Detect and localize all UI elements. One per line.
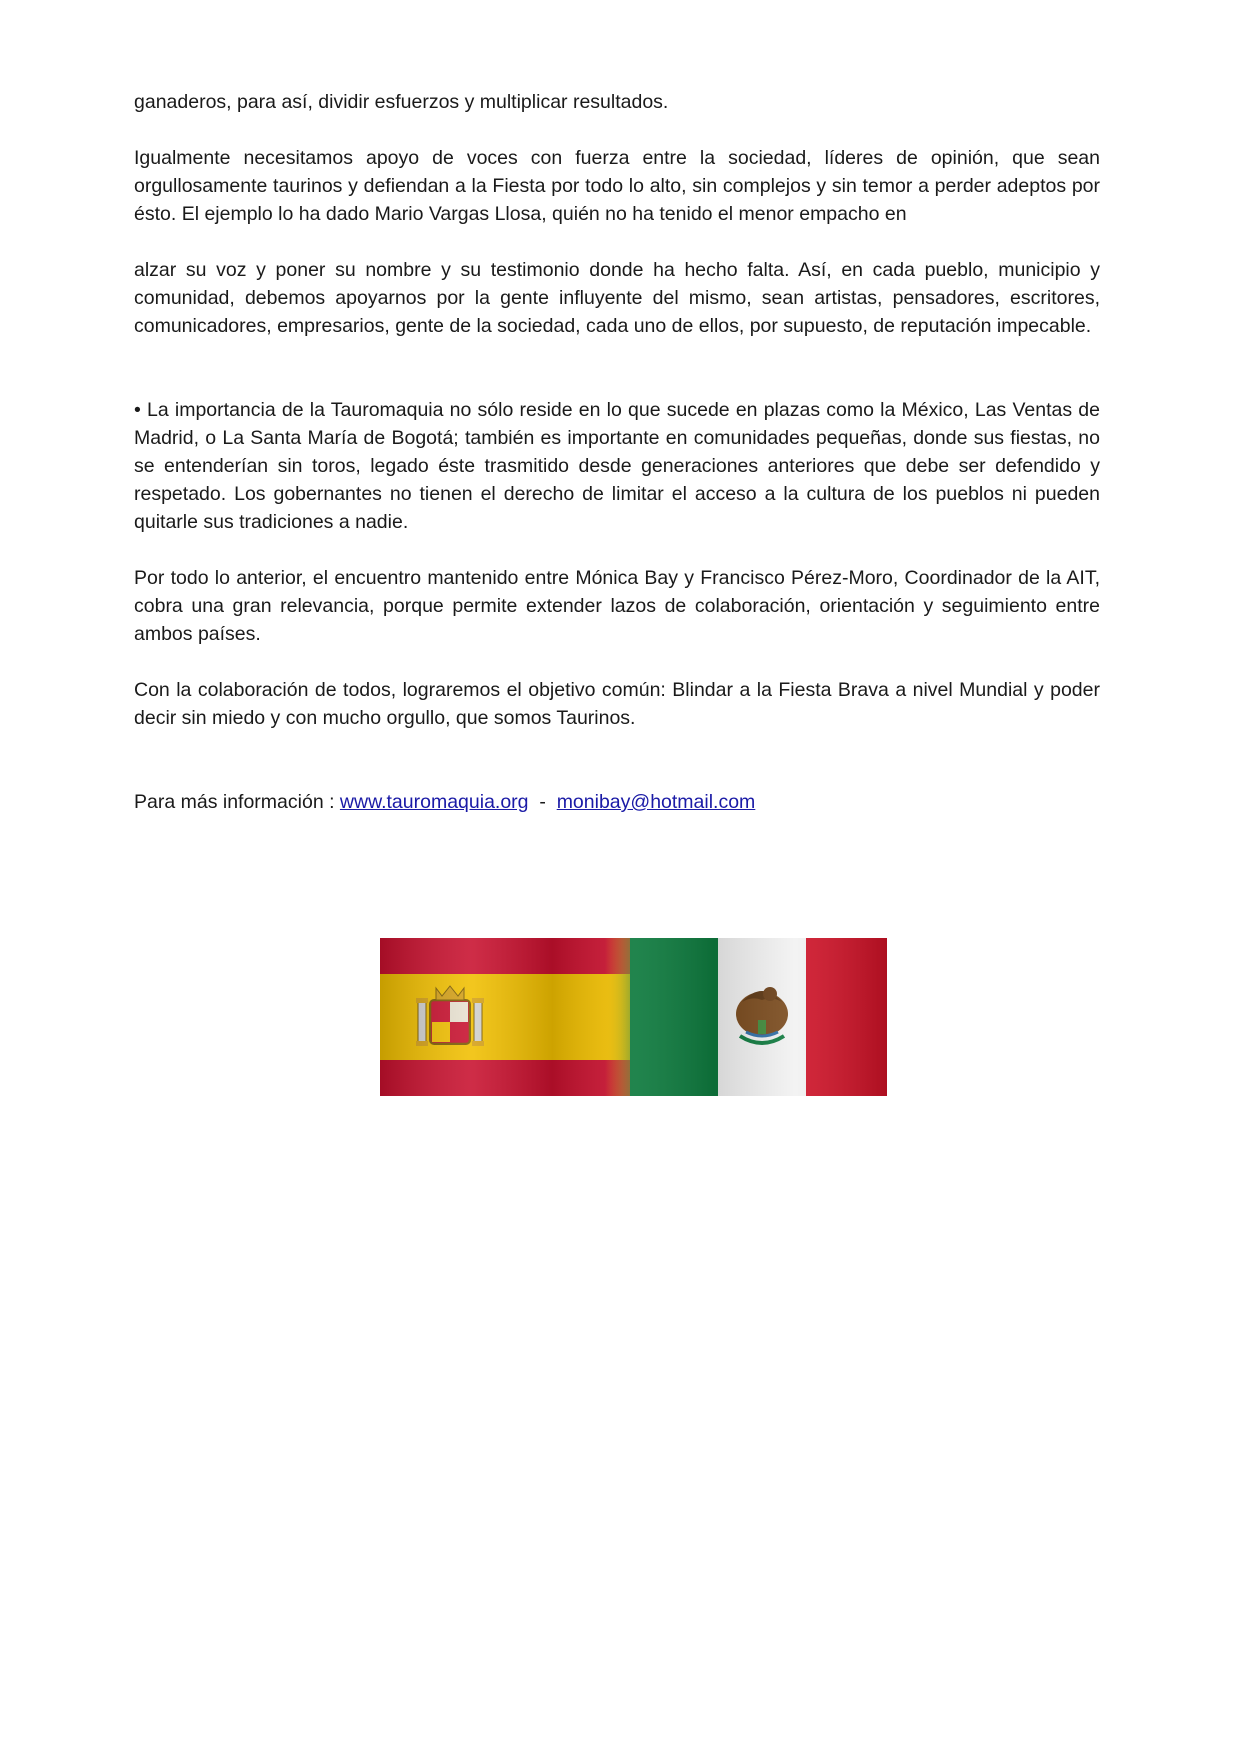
flags-image: [380, 938, 887, 1096]
paragraph-meeting: Por todo lo anterior, el encuentro mantenido entre Mónica Bay y Francisco Pérez-Moro, Coordinador de la AIT, cobra una gran relevancia, porque permite extender lazos de colaboración, orientación y seguimiento entre ambos países.: [134, 567, 1100, 645]
paragraph-voices: Igualmente necesitamos apoyo de voces con fuerza entre la sociedad, líderes de opinión, que sean orgullosamente taurinos y defiendan a la Fiesta por todo lo alto, sin complejos y sin temor a perder adeptos por ésto. El ejemplo lo ha dado Mario Vargas Llosa, quién no ha tenido el menor empacho en: [134, 147, 1100, 225]
info-label: Para más información :: [134, 791, 340, 813]
paragraph-conclusion: Con la colaboración de todos, lograremos el objetivo común: Blindar a la Fiesta Brava a nivel Mundial y poder decir sin miedo y con mucho orgullo, que somos Taurinos.: [134, 679, 1100, 729]
email-link[interactable]: monibay@hotmail.com: [556, 791, 756, 813]
info-line: [134, 788, 1100, 816]
website-link[interactable]: www.tauromaquia.org: [339, 791, 529, 813]
paragraph-importance-bullet: • La importancia de la Tauromaquia no sólo reside en lo que sucede en plazas como la México, Las Ventas de Madrid, o La Santa María de Bogotá; también es importante en comunidades pequeñas, donde sus fiestas, no se entenderían sin toros, legado éste trasmitido desde generaciones anteriores que debe ser defendido y respetado. Los gobernantes no tienen el derecho de limitar el acceso a la cultura de los pueblos ni pueden quitarle sus tradiciones a nadie.: [134, 399, 1100, 533]
paragraph-influential-people: alzar su voz y poner su nombre y su testimonio donde ha hecho falta. Así, en cada pueblo, municipio y comunidad, debemos apoyarnos por la gente influyente del mismo, sean artistas, pensadores, escritores, comunicadores, empresarios, gente de la sociedad, cada uno de ellos, por supuesto, de reputación impecable.: [134, 259, 1100, 337]
link-separator: -: [528, 791, 557, 813]
paragraph-intro-fragment: ganaderos, para así, dividir esfuerzos y multiplicar resultados.: [134, 91, 669, 113]
